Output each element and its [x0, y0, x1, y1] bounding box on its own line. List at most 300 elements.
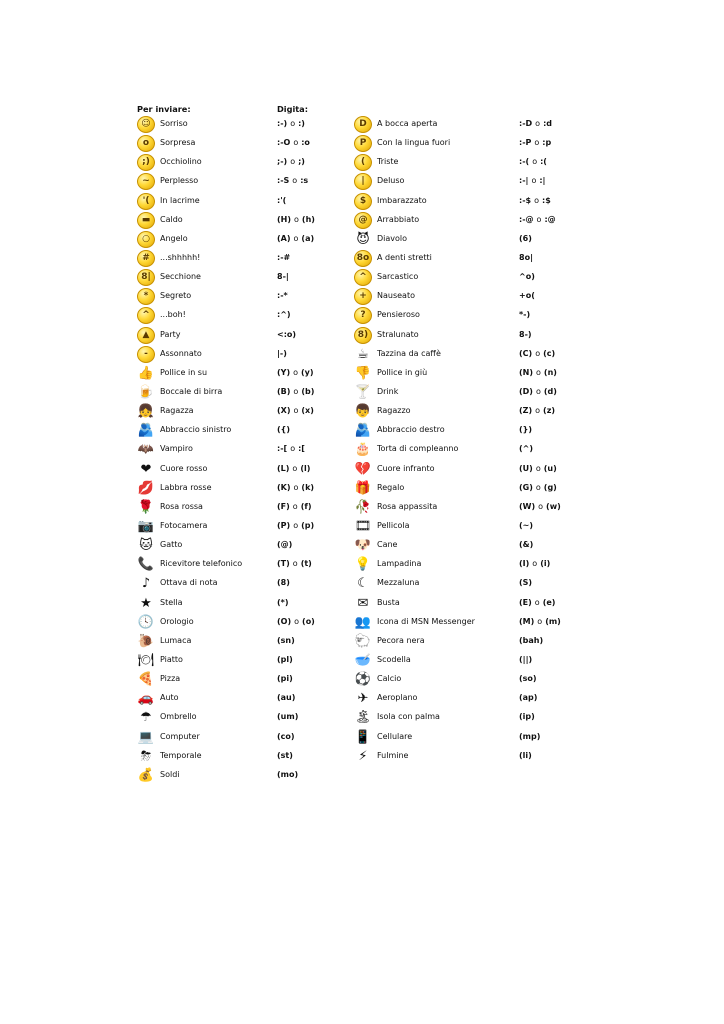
shortcut-code	[519, 157, 547, 166]
shortcut-conjunction: o	[293, 520, 299, 530]
shortcut-conjunction: o	[293, 138, 299, 148]
soccer-ball-icon: ⚽	[354, 672, 372, 688]
emoticon-row	[353, 555, 573, 574]
emoticon-name: Imbarazzato	[377, 195, 427, 205]
coffee-cup-icon: ☕	[357, 346, 369, 362]
shortcut-code	[277, 540, 292, 549]
emoticon-name: Deluso	[377, 176, 405, 186]
dont-know-face-icon: ^	[137, 307, 155, 324]
plate-icon: 🍽	[137, 652, 155, 668]
shortcut-code	[277, 636, 295, 645]
shortcut-code	[277, 272, 289, 281]
shortcut-code	[277, 502, 311, 511]
shortcut-primary: *-)	[519, 310, 531, 320]
emoticon-name: Torta di compleanno	[377, 444, 459, 454]
shortcut-primary: (I)	[519, 559, 530, 569]
shortcut-primary: (8)	[277, 578, 290, 588]
emoticon-row	[353, 517, 573, 536]
emoticon-row	[353, 421, 573, 440]
shortcut-primary: +o(	[519, 291, 535, 301]
emoticon-name: A bocca aperta	[377, 119, 438, 128]
shortcut-alternate: (i)	[540, 559, 551, 569]
emoticon-row	[136, 632, 356, 651]
shortcut-conjunction: o	[535, 348, 541, 358]
sleepy-face-icon: -	[137, 346, 155, 363]
shortcut-code	[519, 674, 537, 683]
emoticon-name: Computer	[160, 731, 200, 741]
shortcut-primary: (li)	[519, 750, 532, 760]
shortcut-primary: (pl)	[277, 654, 293, 664]
emoticon-row	[136, 134, 356, 153]
emoticon-name: Rosa rossa	[160, 501, 203, 511]
lightning-icon: ⚡	[358, 748, 368, 764]
shortcut-primary: ^o)	[519, 272, 535, 282]
emoticon-row	[136, 594, 356, 613]
emoticon-row	[353, 574, 573, 593]
emoticon-row	[353, 115, 573, 134]
red-rose-icon: 🌹	[137, 499, 155, 515]
emoticon-row	[136, 153, 356, 172]
shortcut-alternate: :@	[544, 214, 556, 224]
shortcut-code	[519, 387, 557, 396]
right-hug-icon: 🫂	[354, 423, 372, 439]
emoticon-name: Nauseato	[377, 291, 415, 301]
shortcut-code	[519, 196, 551, 205]
emoticon-row	[136, 211, 356, 230]
thinking-face-icon: ?	[354, 307, 372, 324]
shortcut-primary: 8o|	[519, 252, 533, 262]
shortcut-primary: (so)	[519, 674, 537, 684]
shortcut-primary: (@)	[277, 540, 293, 550]
emoticon-row	[136, 555, 356, 574]
emoticon-name: Secchione	[160, 272, 201, 282]
shortcut-conjunction: o	[292, 559, 298, 569]
angry-face-icon: @	[354, 212, 372, 229]
shortcut-alternate: (e)	[542, 597, 556, 607]
shortcut-primary: (P)	[277, 520, 291, 530]
cat-icon: 🐱	[139, 538, 153, 554]
emoticon-name: Ragazza	[160, 406, 194, 416]
shortcut-code	[277, 157, 305, 166]
light-bulb-icon: 💡	[354, 557, 372, 573]
computer-icon: 💻	[137, 729, 155, 745]
smile-face-icon: ☺	[137, 116, 155, 133]
emoticon-row	[353, 498, 573, 517]
shortcut-code	[519, 234, 532, 243]
shortcut-code	[519, 349, 555, 358]
shortcut-alternate: (l)	[300, 463, 311, 473]
emoticon-row	[353, 651, 573, 670]
shortcut-primary: (&)	[519, 540, 534, 550]
bowl-icon: 🥣	[354, 652, 372, 668]
shortcut-alternate: (u)	[543, 463, 557, 473]
wink-face-icon: ;)	[137, 154, 155, 171]
shortcut-primary: (||)	[519, 654, 533, 664]
shortcut-alternate: :|	[539, 176, 546, 186]
shortcut-code	[519, 176, 545, 185]
emoticon-name: Pecora nera	[377, 635, 425, 645]
shortcut-primary: (co)	[277, 731, 295, 741]
shortcut-code	[277, 655, 293, 664]
shortcut-conjunction: o	[535, 406, 541, 416]
emoticon-row	[136, 708, 356, 727]
shortcut-conjunction: o	[294, 214, 299, 224]
shortcut-alternate: (t)	[300, 559, 312, 569]
emoticon-row	[136, 421, 356, 440]
shortcut-primary: (6)	[519, 233, 532, 243]
emoticon-row	[136, 613, 356, 632]
shortcut-alternate: (d)	[543, 386, 557, 396]
emoticon-name: Cuore infranto	[377, 463, 435, 473]
emoticon-name: Cuore rosso	[160, 463, 208, 473]
storm-cloud-icon: ⛈	[140, 748, 152, 764]
emoticon-row	[136, 192, 356, 211]
emoticon-row	[136, 364, 356, 383]
shortcut-alternate: (n)	[543, 367, 557, 377]
shortcut-code	[277, 310, 291, 319]
shortcut-code	[277, 578, 290, 587]
shortcut-alternate: :(	[540, 157, 547, 167]
emoticon-row	[353, 670, 573, 689]
shortcut-conjunction: o	[535, 119, 541, 128]
thumbs-up-icon: 👍	[137, 365, 155, 381]
emoticon-name: Stralunato	[377, 329, 419, 339]
emoticon-row	[136, 728, 356, 747]
emoticon-name: Piatto	[160, 654, 183, 664]
emoticon-name: Con la lingua fuori	[377, 138, 451, 148]
envelope-icon: ✉	[357, 595, 369, 611]
shortcut-code	[277, 464, 310, 473]
shortcut-primary: (st)	[277, 750, 293, 760]
emoticon-row	[136, 115, 356, 134]
crescent-moon-icon: ☾	[357, 576, 369, 592]
shortcut-conjunction: o	[293, 233, 299, 243]
shortcut-alternate: (w)	[546, 501, 561, 511]
emoticon-row	[136, 460, 356, 479]
shortcut-primary: :'(	[277, 195, 287, 205]
shortcut-primary: (mp)	[519, 731, 541, 741]
shortcut-code	[519, 464, 557, 473]
emoticon-name: Mezzaluna	[377, 578, 420, 588]
shortcut-code	[519, 598, 555, 607]
emoticon-name: Fulmine	[377, 750, 409, 760]
emoticon-row	[136, 268, 356, 287]
shortcut-primary: (sn)	[277, 635, 295, 645]
shortcut-primary: (})	[519, 425, 533, 435]
emoticon-row	[136, 747, 356, 766]
emoticon-column-left	[136, 115, 356, 785]
shortcut-code	[277, 521, 314, 530]
shortcut-code	[519, 559, 550, 568]
shortcut-code	[277, 215, 315, 224]
emoticon-name: ...boh!	[160, 310, 186, 320]
nerd-face-icon: 8|	[137, 269, 155, 286]
shortcut-code	[519, 636, 543, 645]
shortcut-primary: (au)	[277, 693, 296, 703]
emoticon-row	[136, 383, 356, 402]
airplane-icon: ✈	[357, 691, 369, 707]
thumbs-down-icon: 👎	[354, 365, 372, 381]
surprised-face-icon: o	[137, 135, 155, 152]
shortcut-code	[519, 310, 530, 319]
shortcut-primary: (S)	[519, 578, 533, 588]
shortcut-code	[519, 253, 533, 262]
emoticon-name: Occhiolino	[160, 157, 202, 167]
shortcut-primary: :-*	[277, 291, 288, 301]
shortcut-primary: (Z)	[519, 406, 533, 416]
shortcut-code	[277, 291, 288, 300]
shortcut-code	[519, 693, 537, 702]
shortcut-code	[277, 330, 296, 339]
shortcut-primary: :-(	[519, 157, 530, 167]
shortcut-conjunction: o	[292, 501, 298, 511]
red-lips-icon: 💋	[137, 480, 155, 496]
shortcut-code	[277, 712, 298, 721]
shortcut-code	[277, 234, 314, 243]
cocktail-icon: 🍸	[354, 384, 372, 400]
shortcut-code	[519, 215, 556, 224]
emoticon-name: Fotocamera	[160, 520, 208, 530]
emoticon-name: Angelo	[160, 233, 188, 243]
emoticon-row	[136, 651, 356, 670]
shortcut-code	[519, 291, 535, 300]
shortcut-alternate: (m)	[545, 616, 561, 626]
emoticon-row	[353, 326, 573, 345]
emoticon-name: Pollice in giù	[377, 367, 428, 377]
shortcut-primary: :-)	[277, 119, 288, 128]
sarcastic-face-icon: ^	[354, 269, 372, 286]
shortcut-alternate: (c)	[543, 348, 556, 358]
emoticon-row	[353, 728, 573, 747]
emoticon-row	[353, 172, 573, 191]
shortcut-primary: :-O	[277, 138, 291, 148]
shortcut-code	[277, 387, 314, 396]
shortcut-conjunction: o	[534, 195, 539, 205]
emoticon-name: Gatto	[160, 540, 183, 550]
shortcut-code	[277, 253, 290, 262]
shortcut-conjunction: o	[293, 406, 299, 416]
vampire-bat-icon: 🦇	[137, 442, 155, 458]
emoticon-row	[353, 153, 573, 172]
shortcut-code	[277, 693, 295, 702]
broken-heart-icon: 💔	[354, 461, 372, 477]
shortcut-primary: :-[	[277, 444, 288, 454]
emoticon-row	[353, 134, 573, 153]
header-per-inviare: Per inviare:	[137, 104, 191, 114]
emoticon-row	[353, 632, 573, 651]
shortcut-conjunction: o	[536, 367, 541, 377]
emoticon-row	[353, 249, 573, 268]
emoticon-row	[353, 479, 573, 498]
shortcut-code	[277, 751, 293, 760]
shortcut-primary: :-#	[277, 252, 291, 262]
emoticon-row	[136, 574, 356, 593]
shortcut-primary: (^)	[519, 444, 534, 454]
shortcut-conjunction: o	[538, 501, 544, 511]
shortcut-primary: (T)	[277, 559, 290, 569]
shortcut-conjunction: o	[532, 157, 538, 167]
gift-icon: 🎁	[354, 480, 372, 496]
emoticon-row	[136, 517, 356, 536]
emoticon-name: Ottava di nota	[160, 578, 218, 588]
shortcut-code	[519, 540, 533, 549]
shortcut-code	[277, 674, 293, 683]
emoticon-row	[136, 249, 356, 268]
shortcut-primary: (C)	[519, 348, 533, 358]
emoticon-name: Pensieroso	[377, 310, 420, 320]
shortcut-alternate: (k)	[301, 482, 315, 492]
shortcut-code	[277, 444, 305, 453]
shortcut-primary: (U)	[519, 463, 533, 473]
shortcut-conjunction: o	[293, 367, 299, 377]
emoticon-name: Labbra rosse	[160, 482, 212, 492]
umbrella-icon: ☂	[140, 710, 152, 726]
emoticon-name: Orologio	[160, 616, 194, 626]
shortcut-code	[277, 406, 314, 415]
shortcut-primary: :-D	[519, 119, 533, 128]
emoticon-name: Vampiro	[160, 444, 193, 454]
eye-rolling-face-icon: 8)	[354, 327, 372, 344]
shortcut-conjunction: o	[293, 386, 299, 396]
shortcut-code	[277, 196, 286, 205]
money-icon: 💰	[137, 767, 155, 783]
shortcut-conjunction: o	[292, 176, 298, 186]
emoticon-name: Scodella	[377, 654, 411, 664]
emoticon-row	[353, 613, 573, 632]
shortcut-alternate: (b)	[301, 386, 315, 396]
girl-icon: 👧	[137, 404, 155, 420]
emoticon-name: Arrabbiato	[377, 214, 420, 224]
shortcut-alternate: (y)	[301, 367, 314, 377]
emoticon-row	[136, 670, 356, 689]
emoticon-row	[353, 689, 573, 708]
emoticon-name: Ricevitore telefonico	[160, 559, 243, 569]
emoticon-name: Perplesso	[160, 176, 199, 186]
shortcut-primary: (H)	[277, 214, 292, 224]
emoticon-row	[136, 345, 356, 364]
shortcut-primary: (pi)	[277, 674, 293, 684]
emoticon-name: Isola con palma	[377, 712, 440, 722]
star-icon: ★	[140, 595, 152, 611]
shortcut-primary: (G)	[519, 482, 533, 492]
emoticon-row	[136, 536, 356, 555]
emoticon-row	[353, 594, 573, 613]
disappointed-face-icon: |	[354, 173, 372, 190]
shortcut-code	[277, 368, 314, 377]
film-reel-icon: 🎞	[354, 518, 372, 534]
emoticon-name: Rosa appassita	[377, 501, 438, 511]
emoticon-name: Busta	[377, 597, 400, 607]
emoticon-row	[353, 536, 573, 555]
emoticon-row	[136, 402, 356, 421]
emoticon-name: Lumaca	[160, 635, 192, 645]
emoticon-name: Segreto	[160, 291, 192, 301]
palm-island-icon: 🏝	[354, 710, 372, 726]
emoticon-column-right	[353, 115, 573, 766]
emoticon-name: Calcio	[377, 674, 402, 684]
emoticon-name: Diavolo	[377, 233, 408, 243]
emoticon-row	[136, 306, 356, 325]
shortcut-code	[277, 349, 287, 358]
shortcut-code	[277, 732, 295, 741]
shortcut-primary: (*)	[277, 597, 289, 607]
emoticon-name: Regalo	[377, 482, 405, 492]
shortcut-primary: (mo)	[277, 769, 299, 779]
shortcut-primary: (W)	[519, 501, 536, 511]
shortcut-primary: :^)	[277, 310, 291, 320]
emoticon-row	[353, 708, 573, 727]
shortcut-primary: (ap)	[519, 693, 538, 703]
shortcut-primary: :-@	[519, 214, 534, 224]
left-hug-icon: 🫂	[137, 423, 155, 439]
emoticon-name: Temporale	[160, 750, 202, 760]
emoticon-row	[136, 689, 356, 708]
sunglasses-face-icon: ▬	[137, 212, 155, 229]
phone-receiver-icon: 📞	[137, 557, 155, 573]
shortcut-code	[519, 119, 552, 128]
shortcut-code	[519, 732, 540, 741]
secret-face-icon: *	[137, 288, 155, 305]
emoticon-name: Triste	[377, 157, 399, 167]
emoticon-row	[353, 192, 573, 211]
angel-face-icon: ○	[137, 231, 155, 248]
shortcut-alternate: (z)	[543, 406, 555, 416]
shortcut-alternate: :d	[543, 119, 553, 128]
emoticon-row	[136, 440, 356, 459]
shortcut-primary: (A)	[277, 233, 291, 243]
shortcut-alternate: :[	[298, 444, 305, 454]
emoticon-name: Cane	[377, 540, 398, 550]
shortcut-conjunction: o	[290, 119, 296, 128]
emoticon-name: Assonnato	[160, 348, 202, 358]
shortcut-conjunction: o	[292, 463, 298, 473]
shortcut-primary: (um)	[277, 712, 299, 722]
shortcut-primary: (O)	[277, 616, 292, 626]
shortcut-conjunction: o	[535, 386, 541, 396]
shortcut-primary: 8-|	[277, 272, 289, 282]
emoticon-row	[353, 402, 573, 421]
emoticon-row	[353, 268, 573, 287]
wilted-rose-icon: 🥀	[354, 499, 372, 515]
shortcut-code	[277, 617, 315, 626]
shortcut-conjunction: o	[534, 597, 540, 607]
embarrassed-face-icon: $	[354, 193, 372, 210]
shortcut-alternate: (h)	[301, 214, 315, 224]
shortcut-primary: (Y)	[277, 367, 291, 377]
shortcut-alternate: (p)	[301, 520, 315, 530]
shortcut-code	[519, 483, 557, 492]
shortcut-primary: <:o)	[277, 329, 297, 339]
devil-face-icon: 😈	[356, 231, 370, 247]
shortcut-primary: (N)	[519, 367, 534, 377]
shortcut-primary: (~)	[519, 520, 534, 530]
emoticon-row	[353, 287, 573, 306]
emoticon-name: Tazzina da caffè	[377, 348, 441, 358]
shortcut-code	[519, 502, 561, 511]
emoticon-name: Aeroplano	[377, 693, 418, 703]
emoticon-name: Caldo	[160, 214, 183, 224]
shortcut-primary: (M)	[519, 616, 535, 626]
shortcut-primary: ;-)	[277, 157, 288, 167]
shortcut-alternate: (a)	[301, 233, 315, 243]
shortcut-alternate: :s	[300, 176, 309, 186]
big-smile-face-icon: D	[354, 116, 372, 133]
emoticon-name: Stella	[160, 597, 183, 607]
shortcut-primary: (B)	[277, 386, 291, 396]
shortcut-alternate: :)	[298, 119, 305, 128]
emoticon-name: Soldi	[160, 769, 180, 779]
party-face-icon: ▲	[137, 327, 155, 344]
